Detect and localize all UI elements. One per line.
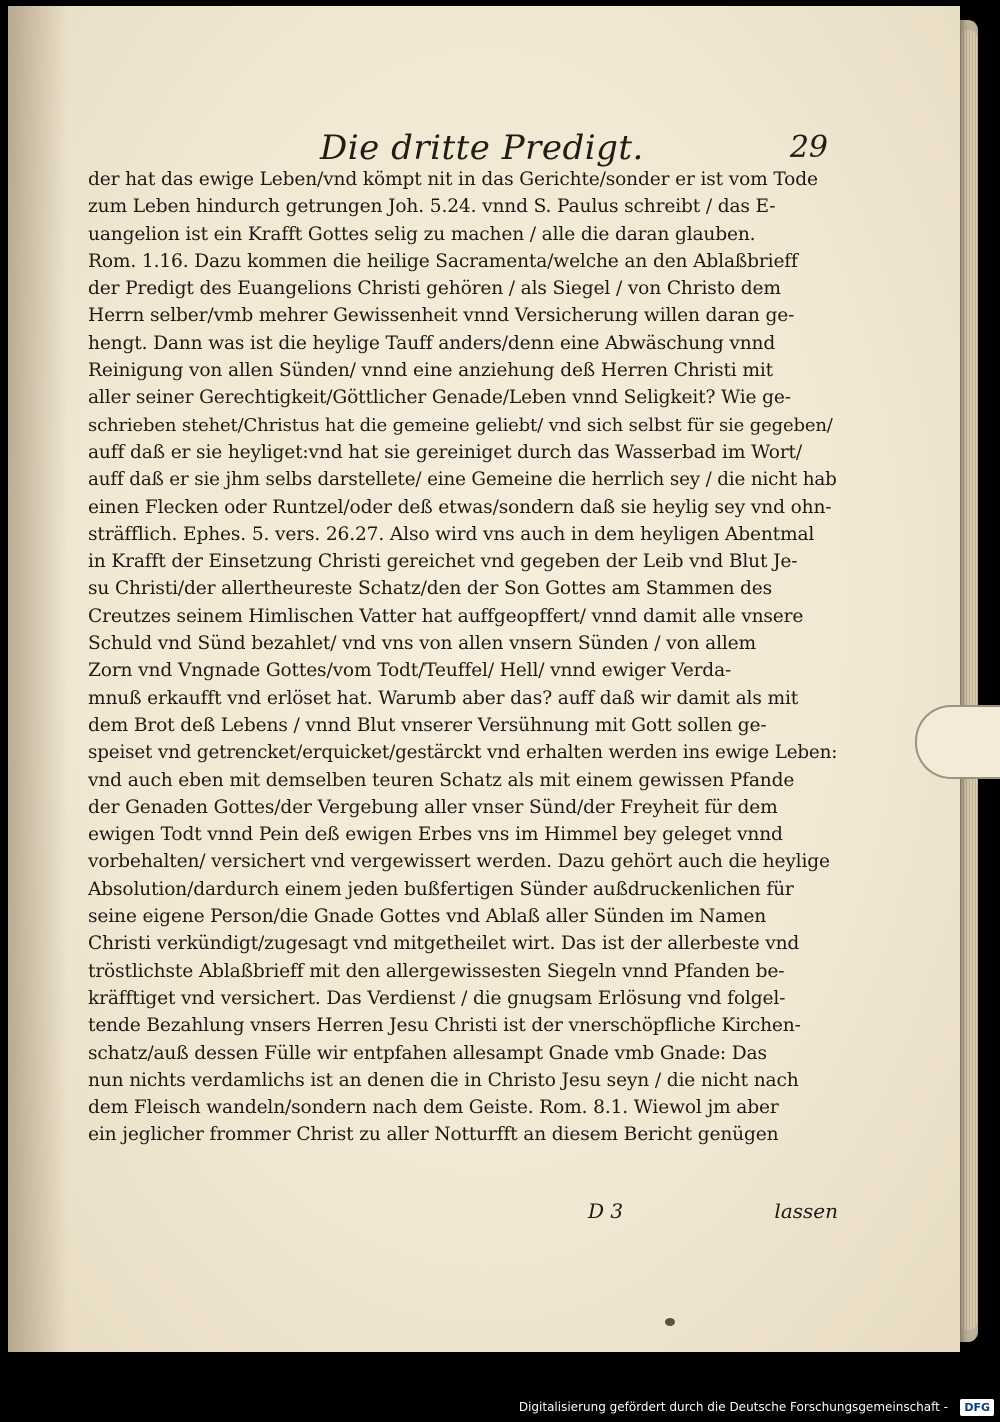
text-line: auff daß er sie jhm selbs darstellete/ eine Gemeine die herrlich sey / die nicht hab	[88, 469, 837, 491]
text-line: Absolution/dardurch einem jeden bußfertigen Sünder außdruckenlichen für	[88, 878, 794, 900]
text-line: in Krafft der Einsetzung Christi gereichet vnd gegeben der Leib vnd Blut Je-	[88, 551, 798, 573]
running-title: Die dritte Predigt.	[320, 128, 644, 168]
text-line: auff daß er sie heyliget:vnd hat sie gereiniget durch das Wasserbad im Wort/	[88, 441, 802, 463]
dfg-credit-text: Digitalisierung gefördert durch die Deutsche Forschungsgemeinschaft -	[518, 1400, 948, 1414]
text-line: der Predigt des Euangelions Christi gehören / als Siegel / von Christo dem	[88, 278, 781, 300]
page-clip-tab	[915, 705, 1000, 779]
text-line: schatz/auß dessen Fülle wir entpfahen allesampt Gnade vmb Gnade: Das	[88, 1042, 767, 1064]
text-line: hengt. Dann was ist die heylige Tauff anders/denn eine Abwäschung vnnd	[88, 332, 776, 354]
text-line: der Genaden Gottes/der Vergebung aller vnser Sünd/der Freyheit für dem	[88, 796, 778, 818]
text-line: zum Leben hindurch getrungen Joh. 5.24. vnnd S. Paulus schreibt / das E-	[88, 196, 776, 218]
text-line: Rom. 1.16. Dazu kommen die heilige Sacramenta/welche an den Ablaßbrieff	[88, 250, 798, 272]
paper-speck	[665, 1318, 675, 1326]
text-line: Schuld vnd Sünd bezahlet/ vnd vns von allen vnsern Sünden / von allem	[88, 633, 756, 655]
text-line: dem Brot deß Lebens / vnnd Blut vnserer Versühnung mit Gott sollen ge-	[88, 714, 767, 736]
text-line: su Christi/der allertheureste Schatz/den der Son Gottes am Stammen des	[88, 578, 773, 600]
text-line: der hat das ewige Leben/vnd kömpt nit in das Gerichte/sonder er ist vom Tode	[88, 169, 818, 190]
binding-shadow	[8, 6, 68, 1352]
dfg-logo-icon: DFG	[960, 1399, 994, 1416]
text-line: nun nichts verdamlichs ist an denen die in Christo Jesu seyn / die nicht nach	[88, 1069, 799, 1091]
text-line: Herrn selber/vmb mehrer Gewissenheit vnnd Versicherung willen daran ge-	[88, 305, 795, 327]
text-line: tende Bezahlung vnsers Herren Jesu Christi ist der vnerschöpfliche Kirchen-	[88, 1015, 801, 1037]
text-line: ein jeglicher frommer Christ zu aller Notturfft an diesem Bericht genügen	[88, 1124, 779, 1146]
page-footer	[88, 1199, 838, 1229]
text-line: speiset vnd getrencket/erquicket/gestärckt vnd erhalten werden ins ewige Leben:	[88, 742, 838, 764]
text-line: uangelion ist ein Krafft Gottes selig zu machen / alle die daran glauben.	[88, 223, 756, 245]
text-line: Christi verkündigt/zugesagt vnd mitgetheilet wirt. Das ist der allerbeste vnd	[88, 933, 800, 955]
text-line: dem Fleisch wandeln/sondern nach dem Geiste. Rom. 8.1. Wiewol jm aber	[88, 1097, 779, 1119]
text-line: Creutzes seinem Himlischen Vatter hat auffgeopffert/ vnnd damit alle vnsere	[88, 605, 804, 627]
text-line: kräfftiget vnd versichert. Das Verdienst / die gnugsam Erlösung vnd folgel-	[88, 987, 786, 1009]
catchword: lassen	[774, 1199, 838, 1223]
text-line: sträfflich. Ephes. 5. vers. 26.27. Also wird vns auch in dem heyligen Abentmal	[88, 523, 815, 545]
book-page	[8, 6, 960, 1352]
signature-mark: D 3	[588, 1199, 624, 1223]
text-line: mnuß erkaufft vnd erlöset hat. Warumb aber das? auff daß wir damit als mit	[88, 687, 799, 709]
text-line: ewigen Todt vnnd Pein deß ewigen Erbes vns im Himmel bey geleget vnnd	[88, 824, 783, 846]
text-line: aller seiner Gerechtigkeit/Göttlicher Genade/Leben vnnd Seligkeit? Wie ge-	[88, 387, 791, 409]
text-line: seine eigene Person/die Gnade Gottes vnd Ablaß aller Sünden im Namen	[88, 906, 767, 928]
text-line: schrieben stehet/Christus hat die gemeine geliebt/ vnd sich selbst für sie gegeben/	[88, 414, 833, 436]
body-text	[88, 166, 838, 1149]
text-line: Zorn vnd Vngnade Gottes/vom Todt/Teuffel/ Hell/ vnnd ewiger Verda-	[88, 660, 732, 682]
text-line: Reinigung von allen Sünden/ vnnd eine anziehung deß Herren Christi mit	[88, 360, 773, 382]
text-line: vnd auch eben mit demselben teuren Schatz als mit einem gewissen Pfande	[88, 769, 795, 791]
text-line: einen Flecken oder Runtzel/oder deß etwas/sondern daß sie heylig sey vnd ohn-	[88, 496, 832, 518]
credit-bar	[0, 1395, 1000, 1422]
text-line: tröstlichste Ablaßbrieff mit den allergewissesten Siegeln vnnd Pfanden be-	[88, 960, 785, 982]
text-line: vorbehalten/ versichert vnd vergewissert werden. Dazu gehört auch die heylige	[88, 851, 830, 873]
page-number: 29	[789, 130, 828, 165]
